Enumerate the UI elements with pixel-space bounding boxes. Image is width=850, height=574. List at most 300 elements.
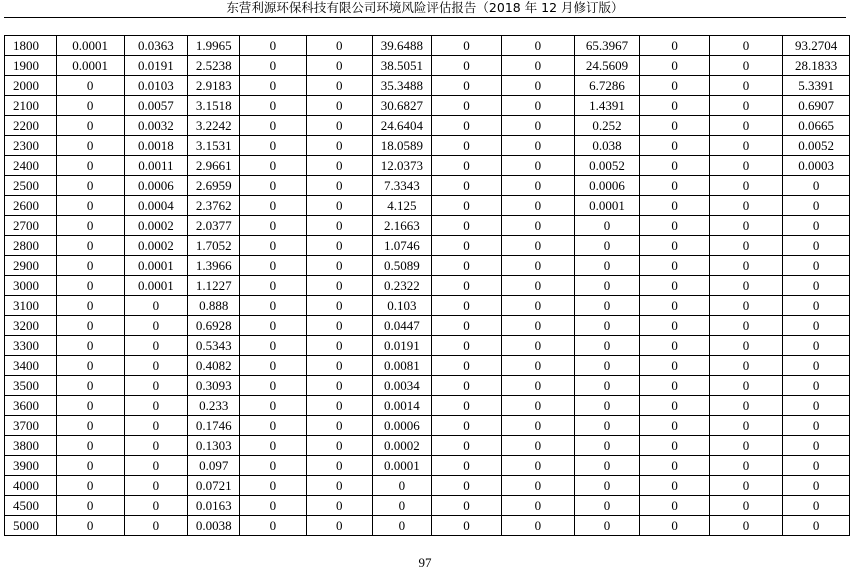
table-row <box>5 96 850 116</box>
value-cell: 0 <box>783 476 850 496</box>
value-cell: 0 <box>240 36 306 56</box>
distance-cell: 3300 <box>5 336 57 356</box>
table-row <box>5 356 850 376</box>
value-cell: 0 <box>240 416 306 436</box>
value-cell: 65.3967 <box>574 36 640 56</box>
distance-cell: 2500 <box>5 176 57 196</box>
value-cell: 0 <box>240 216 306 236</box>
value-cell: 0 <box>709 136 782 156</box>
value-cell: 0 <box>640 296 709 316</box>
table-row <box>5 336 850 356</box>
value-cell: 0 <box>240 476 306 496</box>
value-cell: 0.0103 <box>124 76 188 96</box>
value-cell: 0 <box>306 36 372 56</box>
value-cell: 0 <box>431 336 501 356</box>
value-cell: 0 <box>56 416 124 436</box>
value-cell: 0 <box>240 516 306 536</box>
value-cell: 0 <box>502 196 574 216</box>
value-cell: 0 <box>56 256 124 276</box>
value-cell: 1.7052 <box>188 236 240 256</box>
value-cell: 0 <box>502 176 574 196</box>
value-cell: 0 <box>783 316 850 336</box>
value-cell: 0 <box>306 96 372 116</box>
value-cell: 0.103 <box>372 296 431 316</box>
value-cell: 0.0004 <box>124 196 188 216</box>
distance-cell: 3500 <box>5 376 57 396</box>
value-cell: 0 <box>372 496 431 516</box>
value-cell: 0 <box>783 376 850 396</box>
value-cell: 0 <box>783 296 850 316</box>
value-cell: 0.0006 <box>574 176 640 196</box>
value-cell: 0 <box>574 356 640 376</box>
distance-cell: 5000 <box>5 516 57 536</box>
value-cell: 0 <box>56 216 124 236</box>
distance-cell: 2800 <box>5 236 57 256</box>
table-row <box>5 136 850 156</box>
value-cell: 0.0081 <box>372 356 431 376</box>
value-cell: 30.6827 <box>372 96 431 116</box>
value-cell: 3.1518 <box>188 96 240 116</box>
value-cell: 18.0589 <box>372 136 431 156</box>
value-cell: 0 <box>709 276 782 296</box>
value-cell: 0 <box>56 196 124 216</box>
value-cell: 0 <box>431 116 501 136</box>
value-cell: 0.0003 <box>783 156 850 176</box>
value-cell: 0 <box>640 476 709 496</box>
value-cell: 0 <box>240 376 306 396</box>
table-row <box>5 396 850 416</box>
value-cell: 0 <box>783 416 850 436</box>
value-cell: 0 <box>640 156 709 176</box>
value-cell: 0.0052 <box>574 156 640 176</box>
table-row <box>5 176 850 196</box>
value-cell: 0 <box>640 436 709 456</box>
distance-cell: 3600 <box>5 396 57 416</box>
value-cell: 0 <box>431 316 501 336</box>
value-cell: 0 <box>640 456 709 476</box>
value-cell: 0.0002 <box>124 216 188 236</box>
table-row <box>5 436 850 456</box>
value-cell: 0.1303 <box>188 436 240 456</box>
value-cell: 0 <box>240 136 306 156</box>
value-cell: 0 <box>640 416 709 436</box>
value-cell: 0 <box>709 176 782 196</box>
value-cell: 0 <box>574 416 640 436</box>
value-cell: 0 <box>240 76 306 96</box>
value-cell: 0.0006 <box>372 416 431 436</box>
table-row <box>5 36 850 56</box>
value-cell: 0.5089 <box>372 256 431 276</box>
value-cell: 0 <box>306 56 372 76</box>
value-cell: 2.9183 <box>188 76 240 96</box>
value-cell: 0 <box>56 76 124 96</box>
value-cell: 7.3343 <box>372 176 431 196</box>
value-cell: 0 <box>709 356 782 376</box>
value-cell: 0 <box>574 256 640 276</box>
value-cell: 1.0746 <box>372 236 431 256</box>
value-cell: 0 <box>502 376 574 396</box>
value-cell: 0 <box>124 456 188 476</box>
value-cell: 0 <box>502 116 574 136</box>
value-cell: 38.5051 <box>372 56 431 76</box>
value-cell: 0.0001 <box>124 256 188 276</box>
value-cell: 0.0163 <box>188 496 240 516</box>
value-cell: 0 <box>56 156 124 176</box>
value-cell: 0 <box>502 416 574 436</box>
value-cell: 0 <box>240 336 306 356</box>
value-cell: 0 <box>709 436 782 456</box>
distance-cell: 2300 <box>5 136 57 156</box>
concentration-table <box>4 35 850 536</box>
value-cell: 0.252 <box>574 116 640 136</box>
table-row <box>5 516 850 536</box>
value-cell: 0 <box>709 456 782 476</box>
value-cell: 0 <box>431 256 501 276</box>
value-cell: 2.6959 <box>188 176 240 196</box>
value-cell: 93.2704 <box>783 36 850 56</box>
value-cell: 0 <box>431 276 501 296</box>
value-cell: 0 <box>709 36 782 56</box>
distance-cell: 2000 <box>5 76 57 96</box>
page-number: 97 <box>418 555 432 570</box>
value-cell: 0.0447 <box>372 316 431 336</box>
header-rule <box>4 17 846 18</box>
value-cell: 4.125 <box>372 196 431 216</box>
value-cell: 0 <box>783 256 850 276</box>
value-cell: 0 <box>240 196 306 216</box>
value-cell: 0 <box>709 116 782 136</box>
value-cell: 0 <box>306 176 372 196</box>
value-cell: 0 <box>709 56 782 76</box>
value-cell: 0 <box>783 356 850 376</box>
value-cell: 2.3762 <box>188 196 240 216</box>
value-cell: 0 <box>574 296 640 316</box>
value-cell: 0 <box>124 436 188 456</box>
value-cell: 0.0018 <box>124 136 188 156</box>
value-cell: 2.9661 <box>188 156 240 176</box>
value-cell: 35.3488 <box>372 76 431 96</box>
table-row <box>5 76 850 96</box>
table-row <box>5 456 850 476</box>
value-cell: 0 <box>56 336 124 356</box>
distance-cell: 2600 <box>5 196 57 216</box>
value-cell: 0 <box>431 476 501 496</box>
value-cell: 0 <box>640 56 709 76</box>
value-cell: 1.1227 <box>188 276 240 296</box>
value-cell: 0.0001 <box>574 196 640 216</box>
value-cell: 0 <box>240 96 306 116</box>
value-cell: 0 <box>574 456 640 476</box>
value-cell: 0 <box>783 436 850 456</box>
value-cell: 0.888 <box>188 296 240 316</box>
distance-cell: 1900 <box>5 56 57 76</box>
value-cell: 0 <box>124 376 188 396</box>
value-cell: 0 <box>640 136 709 156</box>
value-cell: 0 <box>431 436 501 456</box>
value-cell: 0 <box>56 136 124 156</box>
value-cell: 0 <box>709 336 782 356</box>
value-cell: 0 <box>783 496 850 516</box>
value-cell: 0 <box>783 276 850 296</box>
value-cell: 0 <box>240 456 306 476</box>
value-cell: 0.0006 <box>124 176 188 196</box>
value-cell: 0 <box>431 516 501 536</box>
value-cell: 0 <box>56 116 124 136</box>
value-cell: 0.0032 <box>124 116 188 136</box>
value-cell: 0 <box>372 516 431 536</box>
value-cell: 0 <box>306 416 372 436</box>
value-cell: 0 <box>56 176 124 196</box>
value-cell: 0 <box>709 476 782 496</box>
value-cell: 0 <box>431 396 501 416</box>
value-cell: 0 <box>56 496 124 516</box>
value-cell: 0 <box>306 196 372 216</box>
value-cell: 0.6928 <box>188 316 240 336</box>
distance-cell: 3900 <box>5 456 57 476</box>
value-cell: 0 <box>306 476 372 496</box>
value-cell: 0 <box>574 376 640 396</box>
value-cell: 0 <box>574 316 640 336</box>
value-cell: 28.1833 <box>783 56 850 76</box>
value-cell: 0 <box>783 396 850 416</box>
value-cell: 0 <box>574 216 640 236</box>
value-cell: 0 <box>640 76 709 96</box>
value-cell: 0 <box>306 376 372 396</box>
value-cell: 0 <box>502 456 574 476</box>
value-cell: 0 <box>709 196 782 216</box>
value-cell: 0.1746 <box>188 416 240 436</box>
table-row <box>5 416 850 436</box>
value-cell: 0 <box>640 96 709 116</box>
value-cell: 0 <box>574 476 640 496</box>
value-cell: 2.1663 <box>372 216 431 236</box>
table-row <box>5 316 850 336</box>
value-cell: 0 <box>240 496 306 516</box>
value-cell: 0 <box>640 496 709 516</box>
value-cell: 0 <box>240 396 306 416</box>
value-cell: 0 <box>431 176 501 196</box>
value-cell: 0 <box>640 376 709 396</box>
value-cell: 0 <box>306 276 372 296</box>
value-cell: 0 <box>56 356 124 376</box>
value-cell: 0 <box>240 156 306 176</box>
value-cell: 0 <box>640 276 709 296</box>
value-cell: 0 <box>124 316 188 336</box>
value-cell: 0 <box>431 416 501 436</box>
value-cell: 0 <box>240 356 306 376</box>
distance-cell: 3000 <box>5 276 57 296</box>
value-cell: 0 <box>306 436 372 456</box>
value-cell: 0 <box>431 156 501 176</box>
value-cell: 0.3093 <box>188 376 240 396</box>
value-cell: 0.233 <box>188 396 240 416</box>
distance-cell: 3200 <box>5 316 57 336</box>
value-cell: 0.0002 <box>372 436 431 456</box>
value-cell: 0 <box>709 236 782 256</box>
value-cell: 0 <box>56 476 124 496</box>
distance-cell: 3400 <box>5 356 57 376</box>
value-cell: 0 <box>306 156 372 176</box>
value-cell: 0 <box>240 296 306 316</box>
table-row <box>5 496 850 516</box>
distance-cell: 4000 <box>5 476 57 496</box>
value-cell: 0 <box>640 356 709 376</box>
value-cell: 0.0001 <box>56 56 124 76</box>
distance-cell: 2700 <box>5 216 57 236</box>
value-cell: 0 <box>56 276 124 296</box>
value-cell: 0 <box>574 396 640 416</box>
value-cell: 2.5238 <box>188 56 240 76</box>
value-cell: 0 <box>124 396 188 416</box>
report-title: 东营利源环保科技有限公司环境风险评估报告（2018 年 12 月修订版） <box>226 0 624 15</box>
value-cell: 0.097 <box>188 456 240 476</box>
value-cell: 12.0373 <box>372 156 431 176</box>
value-cell: 0 <box>502 76 574 96</box>
value-cell: 0 <box>574 276 640 296</box>
value-cell: 0 <box>640 116 709 136</box>
value-cell: 24.5609 <box>574 56 640 76</box>
value-cell: 0 <box>502 216 574 236</box>
value-cell: 5.3391 <box>783 76 850 96</box>
value-cell: 0 <box>640 176 709 196</box>
distance-cell: 2400 <box>5 156 57 176</box>
value-cell: 0 <box>640 336 709 356</box>
value-cell: 6.7286 <box>574 76 640 96</box>
value-cell: 0 <box>574 336 640 356</box>
value-cell: 0.0034 <box>372 376 431 396</box>
value-cell: 0 <box>502 516 574 536</box>
value-cell: 0 <box>640 396 709 416</box>
value-cell: 0 <box>502 136 574 156</box>
value-cell: 0 <box>431 376 501 396</box>
value-cell: 0 <box>124 496 188 516</box>
value-cell: 0 <box>709 416 782 436</box>
value-cell: 0 <box>783 236 850 256</box>
value-cell: 0 <box>240 256 306 276</box>
value-cell: 0 <box>431 76 501 96</box>
value-cell: 0 <box>502 396 574 416</box>
value-cell: 0 <box>574 236 640 256</box>
value-cell: 0.0001 <box>124 276 188 296</box>
value-cell: 0 <box>502 436 574 456</box>
value-cell: 0 <box>306 336 372 356</box>
value-cell: 0 <box>502 356 574 376</box>
value-cell: 0 <box>372 476 431 496</box>
value-cell: 0 <box>431 56 501 76</box>
value-cell: 0 <box>502 296 574 316</box>
value-cell: 0 <box>306 256 372 276</box>
value-cell: 0.0191 <box>372 336 431 356</box>
value-cell: 0 <box>240 176 306 196</box>
value-cell: 0 <box>502 316 574 336</box>
table-row <box>5 156 850 176</box>
table-row <box>5 56 850 76</box>
page-header <box>0 0 850 22</box>
value-cell: 0.0011 <box>124 156 188 176</box>
distance-cell: 4500 <box>5 496 57 516</box>
value-cell: 0 <box>124 416 188 436</box>
value-cell: 0 <box>240 236 306 256</box>
table-row <box>5 476 850 496</box>
value-cell: 0 <box>502 336 574 356</box>
value-cell: 0.0721 <box>188 476 240 496</box>
value-cell: 0 <box>502 476 574 496</box>
value-cell: 0 <box>431 136 501 156</box>
value-cell: 24.6404 <box>372 116 431 136</box>
table-row <box>5 216 850 236</box>
value-cell: 0 <box>306 316 372 336</box>
value-cell: 0 <box>240 276 306 296</box>
distance-cell: 3100 <box>5 296 57 316</box>
value-cell: 0.0001 <box>56 36 124 56</box>
value-cell: 0.0038 <box>188 516 240 536</box>
value-cell: 0 <box>124 336 188 356</box>
value-cell: 0 <box>306 396 372 416</box>
value-cell: 0 <box>502 496 574 516</box>
value-cell: 0 <box>431 36 501 56</box>
value-cell: 0 <box>56 376 124 396</box>
value-cell: 0 <box>56 296 124 316</box>
value-cell: 0 <box>709 316 782 336</box>
value-cell: 0 <box>124 476 188 496</box>
value-cell: 0 <box>124 516 188 536</box>
value-cell: 0 <box>640 36 709 56</box>
value-cell: 0 <box>124 356 188 376</box>
value-cell: 0 <box>431 196 501 216</box>
value-cell: 0 <box>306 216 372 236</box>
value-cell: 0 <box>431 236 501 256</box>
table-row <box>5 256 850 276</box>
value-cell: 0 <box>502 156 574 176</box>
value-cell: 0 <box>306 136 372 156</box>
value-cell: 0 <box>709 96 782 116</box>
value-cell: 0 <box>306 516 372 536</box>
value-cell: 0 <box>431 356 501 376</box>
value-cell: 0 <box>56 96 124 116</box>
value-cell: 0 <box>574 496 640 516</box>
value-cell: 0.6907 <box>783 96 850 116</box>
value-cell: 0 <box>306 116 372 136</box>
value-cell: 0 <box>709 256 782 276</box>
value-cell: 0 <box>502 96 574 116</box>
value-cell: 39.6488 <box>372 36 431 56</box>
distance-cell: 3800 <box>5 436 57 456</box>
value-cell: 0 <box>240 56 306 76</box>
value-cell: 0 <box>56 396 124 416</box>
value-cell: 0 <box>306 236 372 256</box>
value-cell: 0 <box>783 516 850 536</box>
value-cell: 0 <box>431 216 501 236</box>
value-cell: 0 <box>240 436 306 456</box>
table-row <box>5 376 850 396</box>
distance-cell: 1800 <box>5 36 57 56</box>
value-cell: 0.0052 <box>783 136 850 156</box>
value-cell: 0 <box>709 296 782 316</box>
value-cell: 0.0363 <box>124 36 188 56</box>
value-cell: 0.4082 <box>188 356 240 376</box>
value-cell: 0 <box>640 516 709 536</box>
value-cell: 0.0665 <box>783 116 850 136</box>
value-cell: 0 <box>502 276 574 296</box>
value-cell: 0 <box>783 196 850 216</box>
value-cell: 0 <box>640 216 709 236</box>
value-cell: 0 <box>431 96 501 116</box>
value-cell: 2.0377 <box>188 216 240 236</box>
value-cell: 0 <box>306 76 372 96</box>
value-cell: 0 <box>56 316 124 336</box>
value-cell: 0 <box>502 236 574 256</box>
value-cell: 0 <box>783 456 850 476</box>
